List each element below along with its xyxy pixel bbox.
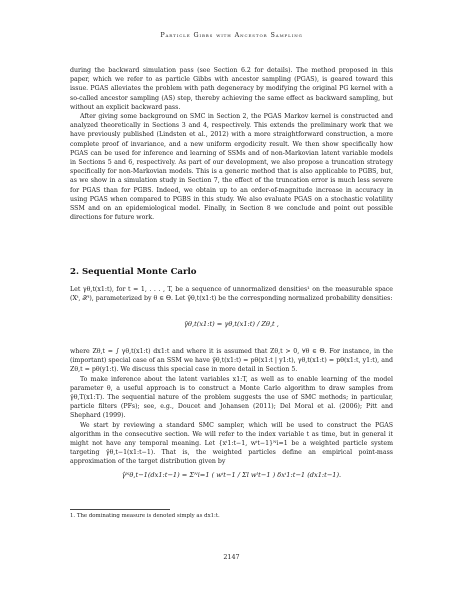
section-body-block <box>70 347 393 467</box>
equation-normalized-density: γ̄θ,t(x1:t) = γθ,t(x1:t) / Zθ,t , <box>184 320 279 328</box>
footnote-rule <box>70 509 170 510</box>
paragraph: where Zθ,t = ∫ γθ,t(x1:t) dx1:t and where it is assumed that Zθ,t > 0, ∀θ ∈ Θ. For instance, in the (important) special case of an SSM we have γ̄θ,t(x1:t) = pθ(x1:t | y1:t), γθ,t(x1:t) = pθ(x1:t, y1:t), and Zθ,t = pθ(y1:t). We discuss this special case in more detail in Section 5. <box>70 348 393 374</box>
paragraph: We start by reviewing a standard SMC sampler, which will be used to construct the PGAS algorithm in the consecutive section. We will refer to the index variable t as time, but in general it might not have any temporal meaning. Let {xⁱ1:t−1, wⁱt−1}ᴺi=1 be a weighted particle system targeting γ̄θ,t−1(x1:t−1). That is, the weighted particles define an empirical point-mass approximation of the target distribution given by <box>70 421 393 466</box>
intro-text-block <box>70 66 393 222</box>
paragraph: Let γθ,t(x1:t), for t = 1, . . . , T, be a sequence of unnormalized densities¹ on the measurable space (Xᵗ, 𝒳ᵗ), parameterized by θ ∈ Θ. Let γ̄θ,t(x1:t) be the corresponding normalized probability densities: <box>70 286 393 303</box>
section-heading: 2. Sequential Monte Carlo <box>70 267 197 277</box>
footnote: 1. The dominating measure is denoted simply as dx1:t. <box>70 513 220 519</box>
paragraph: To make inference about the latent variables x1:T, as well as to enable learning of the model parameter θ, a useful approach is to construct a Monte Carlo algorithm to draw samples from γ̄θ,T(x1:T). The sequential nature of the problem suggests the use of SMC methods; in particular, particle filters (PFs); see, e.g., Doucet and Johansen (2011); Del Moral et al. (2006); Pitt and Shephard (1999). <box>70 375 393 420</box>
paragraph: After giving some background on SMC in Section 2, the PGAS Markov kernel is constructed and analyzed theoretically in Sections 3 and 4, respectively. This extends the preliminary work that we have previously published (Lindsten et al., 2012) with a more straightforward construction, a more complete proof of invariance, and a new uniform ergodicity result. We then show specifically how PGAS can be used for inference and learning of SSMs and of non-Markovian latent variable models in Sections 5 and 6, respectively. As part of our development, we also propose a truncation strategy specifically for non-Markovian models. This is a generic method that is also applicable to PGBS, but, as we show in a simulation study in Section 7, the effect of the truncation error is much less severe for PGAS than for PGBS. Indeed, we obtain up to an order-of-magnitude increase in accuracy in using PGAS when compared to PGBS in this study. We also evaluate PGAS on a stochastic volatility SSM and on an epidemiological model. Finally, in Section 8 we conclude and point out possible directions for future work. <box>70 113 393 222</box>
section-intro-block <box>70 285 393 303</box>
running-header: Particle Gibbs with Ancestor Sampling <box>160 31 303 39</box>
paragraph: during the backward simulation pass (see Section 6.2 for details). The method proposed in this paper, which we refer to as particle Gibbs with ancestor sampling (PGAS), is geared toward this issue. PGAS alleviates the problem with path degeneracy by modifying the original PG kernel with a so-called ancestor sampling (AS) step, thereby achieving the same effect as backward sampling, but without an explicit backward pass. <box>70 67 393 111</box>
equation-empirical-approximation: γ̂ᴺθ,t−1(dx1:t−1) = Σᴺi=1 ( wⁱt−1 / Σl wˡt−1 ) δxⁱ1:t−1 (dx1:t−1). <box>121 471 342 479</box>
page-number: 2147 <box>223 553 240 561</box>
